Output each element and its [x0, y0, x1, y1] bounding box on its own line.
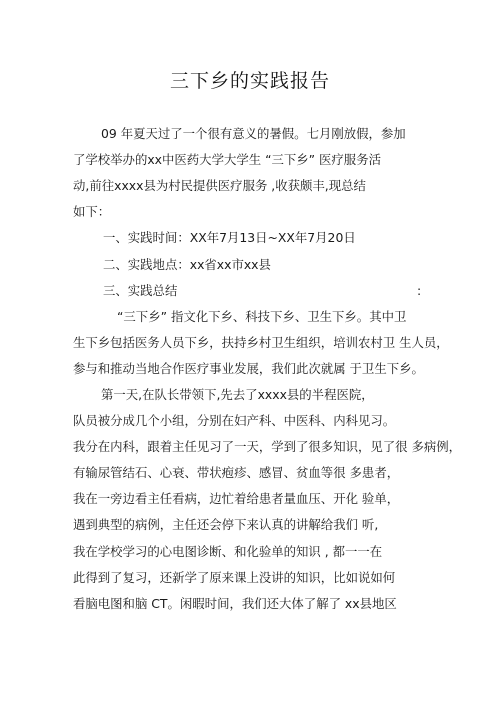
paragraph-line: 我在一旁边看主任看病，边忙着给患者量血压、开化 验单， — [73, 491, 400, 506]
paragraph-line: 此得到了复习，还新学了原来课上没讲的知识，比如说如何 — [73, 570, 396, 585]
section-heading-location: 二、实践地点：xx省xx市xx县 — [103, 257, 271, 272]
section-heading-time: 一、实践时间：XX年7月13日~XX年7月20日 — [103, 230, 356, 245]
paragraph-line: 了学校举办的xx中医药大学大学生 “三下乡” 医疗服务活 — [73, 152, 381, 167]
paragraph-line: 09 年夏天过了一个很有意义的暑假。七月刚放假，参加 — [101, 126, 406, 141]
paragraph-line: 我分在内科，跟着主任见习了一天，学到了很多知识，见了很 多病例， — [73, 439, 462, 454]
paragraph-line: 如下： — [73, 204, 111, 219]
paragraph-line: 队员被分成几个小组，分别在妇产科、中医科、内科见习。 — [73, 413, 396, 428]
stray-colon: : — [417, 283, 422, 298]
paragraph-line: 有输尿管结石、心衰、带状疱疹、感冒、贫血等很 多患者， — [73, 465, 400, 480]
paragraph-line: 生下乡包括医务人员下乡，扶持乡村卫生组织，培训农村卫 生人员， — [73, 335, 449, 350]
document-title: 三下乡的实践报告 — [169, 70, 330, 92]
paragraph-line: 参与和推动当地合作医疗事业发展，我们此次就属 于卫生下乡。 — [73, 361, 424, 376]
paragraph-line: “三下乡” 指文化下乡、科技下乡、卫生下乡。其中卫 — [117, 309, 407, 324]
paragraph-line: 我在学校学习的心电图诊断、和化验单的知识 , 都一一在 — [73, 544, 383, 559]
paragraph-line: 动,前往xxxx县为村民提供医疗服务 ,收获颇丰,现总结 — [73, 178, 366, 193]
paragraph-line: 第一天,在队长带领下,先去了xxxx县的半程医院， — [101, 387, 374, 402]
section-heading-summary: 三、实践总结 — [103, 283, 178, 298]
paragraph-line: 看脑电图和脑 CT。闲暇时间，我们还大体了解了 xx县地区 — [73, 596, 397, 611]
paragraph-line: 遇到典型的病例，主任还会停下来认真的讲解给我们 听, — [73, 517, 379, 532]
